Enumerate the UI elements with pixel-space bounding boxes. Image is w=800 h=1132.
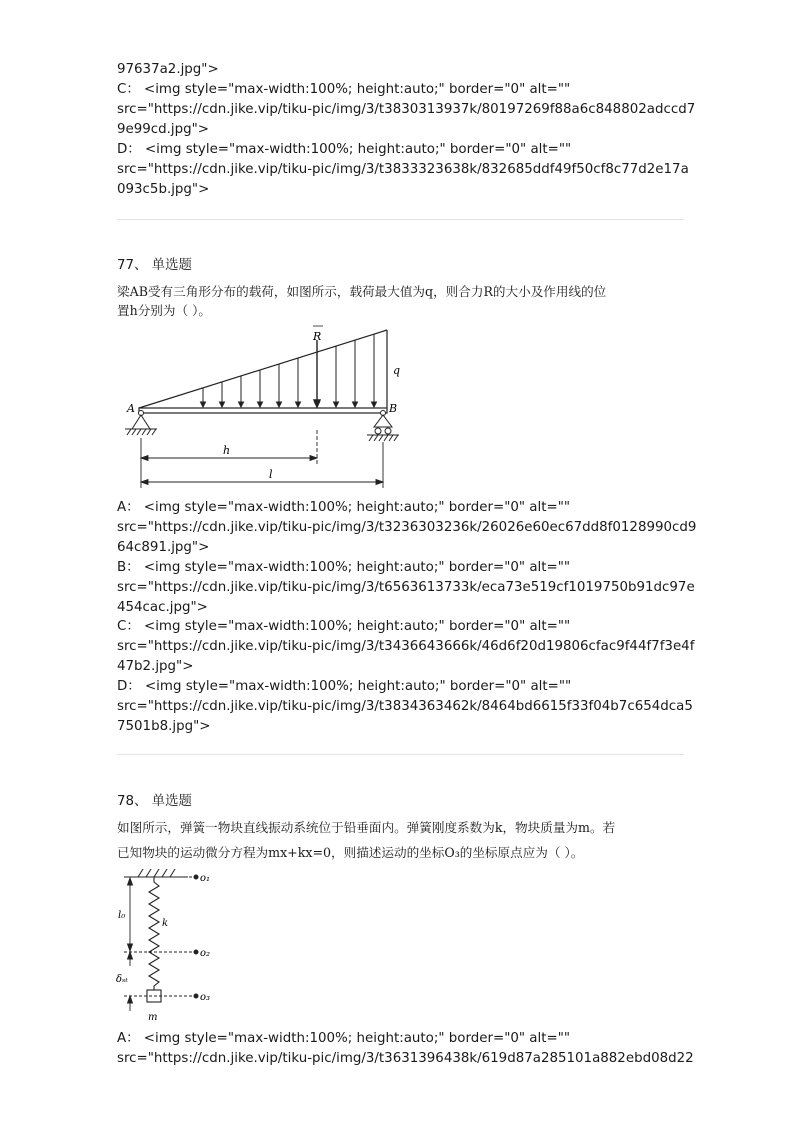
q77-text-line: 64c891.jpg"> xyxy=(117,540,210,555)
label-m: m xyxy=(148,1012,158,1023)
load-arrows xyxy=(201,334,377,407)
q77-header: 77、 单选题 xyxy=(117,258,192,273)
q76-text-line: 093c5b.jpg"> xyxy=(117,182,210,197)
label-l: l xyxy=(269,468,273,481)
q77-text-line: 47b2.jpg"> xyxy=(117,659,194,674)
q77-text-line: src="https://cdn.jike.vip/tiku-pic/img/3/t3834363462k/8464bd6615f33f04b7c654dca5 xyxy=(117,699,693,714)
q77-text-line: src="https://cdn.jike.vip/tiku-pic/img/3/t3436643666k/46d6f20d19806cfac9f44f7f3e4f xyxy=(117,639,695,654)
q77-option-b: B： <img style="max-width:100%; height:auto;" border="0" alt="" xyxy=(117,560,571,575)
q77-text-line: src="https://cdn.jike.vip/tiku-pic/img/3/t3236303236k/26026e60ec67dd8f0128990cd9 xyxy=(117,520,697,535)
q77-stem-line: 梁AB受有三角形分布的载荷，如图所示，载荷最大值为q，则合力R的大小及作用线的位 xyxy=(117,284,607,299)
q77-text-line: 454cac.jpg"> xyxy=(117,600,208,615)
q78-spring-figure xyxy=(110,866,240,1026)
label-l0: l₀ xyxy=(118,910,126,921)
reference-lines xyxy=(124,875,198,998)
q76-option-d: D： <img style="max-width:100%; height:auto;" border="0" alt="" xyxy=(117,142,572,157)
label-h: h xyxy=(223,444,231,457)
label-b: B xyxy=(389,402,398,415)
q76-text-line: src="https://cdn.jike.vip/tiku-pic/img/3/t3830313937k/80197269f88a6c848802adccd7 xyxy=(117,102,696,117)
dimension-lines xyxy=(141,430,383,488)
resultant-arrow xyxy=(314,340,320,407)
q76-text-line: 9e99cd.jpg"> xyxy=(117,122,210,137)
q77-text-line: 7501b8.jpg"> xyxy=(117,719,211,734)
question-divider xyxy=(117,754,684,755)
q78-header: 78、 单选题 xyxy=(117,794,192,809)
q78-option-a: A： <img style="max-width:100%; height:auto;" border="0" alt="" xyxy=(117,1031,571,1046)
q78-stem-line: 如图所示，弹簧一物块直线振动系统位于铅垂面内。弹簧刚度系数为k，物块质量为m。若 xyxy=(117,820,616,835)
beam xyxy=(139,408,387,413)
q78-text-line: src="https://cdn.jike.vip/tiku-pic/img/3/t3631396438k/619d87a285101a882ebd08d22 xyxy=(117,1051,694,1066)
q77-option-c: C： <img style="max-width:100%; height:auto;" border="0" alt="" xyxy=(117,619,571,634)
q77-text-line: src="https://cdn.jike.vip/tiku-pic/img/3/t6563613733k/eca73e519cf1019750b91dc97e xyxy=(117,580,695,595)
q77-option-d: D： <img style="max-width:100%; height:auto;" border="0" alt="" xyxy=(117,679,572,694)
label-o1: o₁ xyxy=(200,873,211,884)
label-r: R xyxy=(313,330,322,343)
dimension-arrows xyxy=(128,878,133,1011)
q76-text-line: 97637a2.jpg"> xyxy=(117,62,219,77)
label-q: q xyxy=(393,364,401,377)
q76-text-line: src="https://cdn.jike.vip/tiku-pic/img/3/t3833323638k/832685ddf49f50cf8c77d2e17a xyxy=(117,162,689,177)
q78-stem-line: 已知物块的运动微分方程为mx+kx=0，则描述运动的坐标O₃的坐标原点应为（ ）。 xyxy=(117,845,584,860)
q77-stem-line: 置h分别为（ ）。 xyxy=(117,303,211,318)
label-k: k xyxy=(162,918,169,929)
q76-option-c: C： <img style="max-width:100%; height:auto;" border="0" alt="" xyxy=(117,82,571,97)
label-a: A xyxy=(127,402,135,415)
q77-option-a: A： <img style="max-width:100%; height:auto;" border="0" alt="" xyxy=(117,500,571,515)
q77-beam-figure xyxy=(117,322,417,492)
spring xyxy=(149,877,159,990)
ceiling xyxy=(124,869,188,877)
question-divider xyxy=(117,219,684,220)
label-o2: o₂ xyxy=(200,948,211,959)
support-b xyxy=(367,411,399,442)
label-dst: δₛₜ xyxy=(116,974,128,985)
label-o3: o₃ xyxy=(200,992,211,1003)
load-line xyxy=(139,330,387,408)
